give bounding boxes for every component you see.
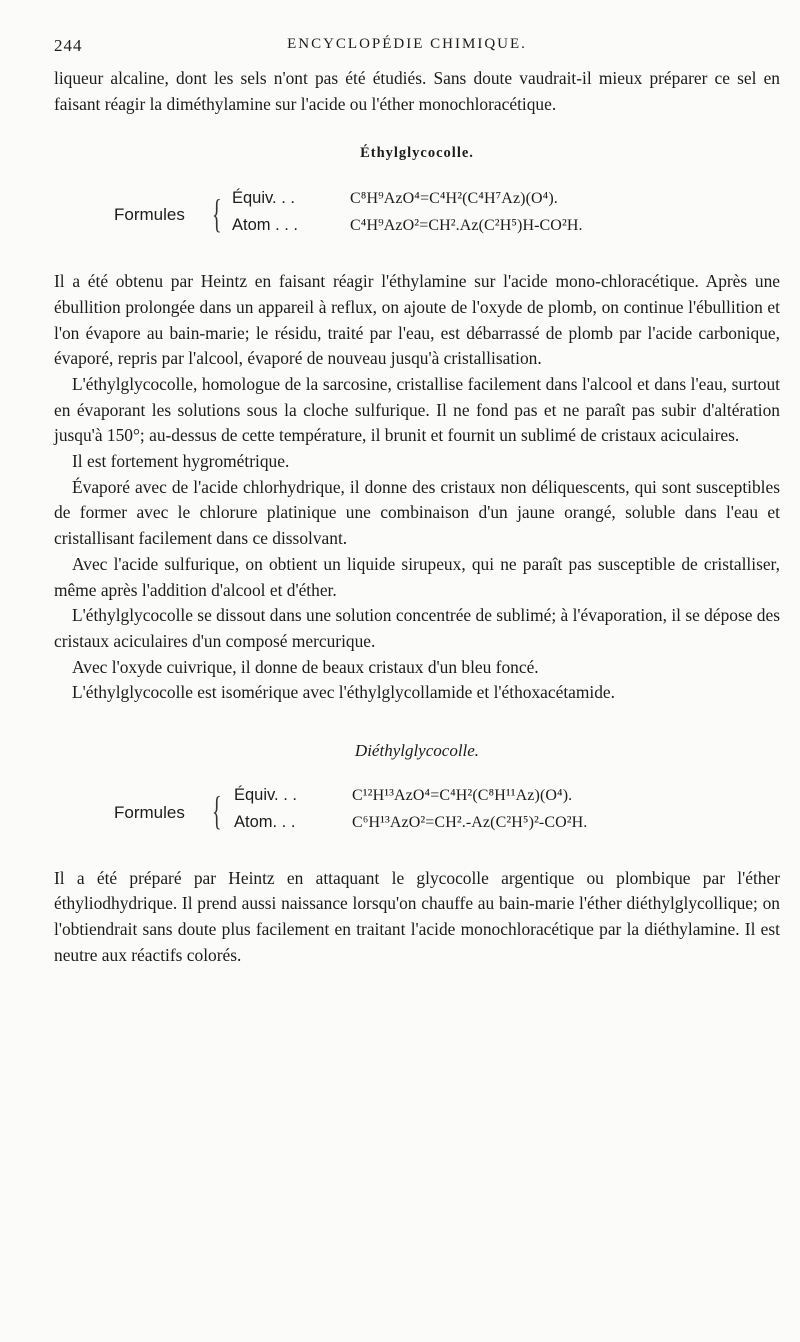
paragraph: Il a été préparé par Heintz en attaquant le glycocolle argentique ou plombique par l'éther éthyliodhydrique. Il prend aussi naissance lorsqu'on chauffe au bain-marie l'éther diéthylglycollique; on l'obtiendrait sans doute plus facilement en traitant l'acide monochloracétique par la diéthylamine. Il est neutre aux réactifs colorés. bbox=[54, 867, 780, 965]
paragraph: Avec l'acide sulfurique, on obtient un liquide sirupeux, qui ne paraît pas susceptible de cristalliser, même après l'addition d'alcool et d'éther. bbox=[54, 553, 780, 600]
page-body bbox=[54, 66, 780, 969]
formula-row-atom bbox=[234, 809, 587, 836]
formula-kind: Équiv. . . bbox=[232, 189, 295, 208]
formula-block-diethylglycocolle bbox=[54, 782, 780, 844]
paragraph: Il a été obtenu par Heintz en faisant réagir l'éthylamine sur l'acide mono-chloracétique. Après une ébullition prolongée dans un appareil à reflux, on ajoute de l'oxyde de plomb, on continue l'ébullition et l'on évapore au bain-marie; le résidu, traité par l'eau, est débarrassé de plomb par l'acide carbonique, évaporé, repris par l'alcool, évaporé de nouveau jusqu'à cristallisation. bbox=[54, 271, 780, 369]
formula-value: C⁸H⁹AzO⁴=C⁴H²(C⁴H⁷Az)(O⁴). bbox=[350, 190, 558, 208]
paragraph: Il est fortement hygrométrique. bbox=[72, 451, 290, 472]
formula-kind: Équiv. . . bbox=[234, 785, 297, 804]
paragraph: Évaporé avec de l'acide chlorhydrique, il donne des cristaux non déliquescents, qui sont susceptibles de former avec le chlorure platinique une combinaison d'un jaune orangé, soluble dans l'eau et cristallisant facilement dans ce dissolvant. bbox=[54, 476, 780, 549]
running-title: ENCYCLOPÉDIE CHIMIQUE. bbox=[287, 36, 527, 52]
section-title-ethylglycocolle: Éthylglycocolle. bbox=[360, 145, 474, 162]
formula-label: Formules bbox=[114, 802, 185, 822]
formula-row-equiv bbox=[234, 782, 587, 809]
section-title-diethylglycocolle: Diéthylglycocolle. bbox=[354, 741, 480, 761]
formula-row-equiv bbox=[232, 185, 583, 212]
formula-kind: Atom . . . bbox=[232, 216, 299, 235]
intro-paragraph: liqueur alcaline, dont les sels n'ont pas été étudiés. Sans doute vaudrait-il mieux préparer ce sel en faisant réagir la diméthylamine sur l'acide ou l'éther monochloracétique. bbox=[54, 68, 780, 114]
brace-icon: { bbox=[212, 191, 222, 237]
brace-icon: { bbox=[212, 787, 222, 833]
formula-value: C⁴H⁹AzO²=CH².Az(C²H⁵)H-CO²H. bbox=[350, 217, 583, 235]
formula-row-atom bbox=[232, 212, 583, 239]
paragraph: Avec l'oxyde cuivrique, il donne de beaux cristaux d'un bleu foncé. bbox=[72, 656, 539, 677]
page-header bbox=[54, 36, 760, 60]
page-number: 244 bbox=[54, 36, 83, 55]
paragraph: L'éthylglycocolle est isomérique avec l'éthylglycollamide et l'éthoxacétamide. bbox=[72, 682, 615, 703]
paragraph: L'éthylglycocolle, homologue de la sarcosine, cristallise facilement dans l'alcool et dans l'eau, surtout en évaporant les solutions sous la cloche sulfurique. Il ne fond pas et ne paraît pas subir d'altération jusqu'à 150°; au-dessus de cette température, il brunit et fournit un sublimé de cristaux aciculaires. bbox=[54, 373, 780, 446]
formula-kind: Atom. . . bbox=[234, 812, 296, 831]
formula-value: C⁶H¹³AzO²=CH².-Az(C²H⁵)²-CO²H. bbox=[352, 813, 588, 831]
paragraph: L'éthylglycocolle se dissout dans une solution concentrée de sublimé; à l'évaporation, il se dépose des cristaux aciculaires d'un composé mercurique. bbox=[54, 605, 780, 651]
formula-block-ethylglycocolle bbox=[54, 185, 780, 247]
formula-label: Formules bbox=[114, 205, 185, 225]
formula-value: C¹²H¹³AzO⁴=C⁴H²(C⁸H¹¹Az)(O⁴). bbox=[352, 786, 573, 804]
